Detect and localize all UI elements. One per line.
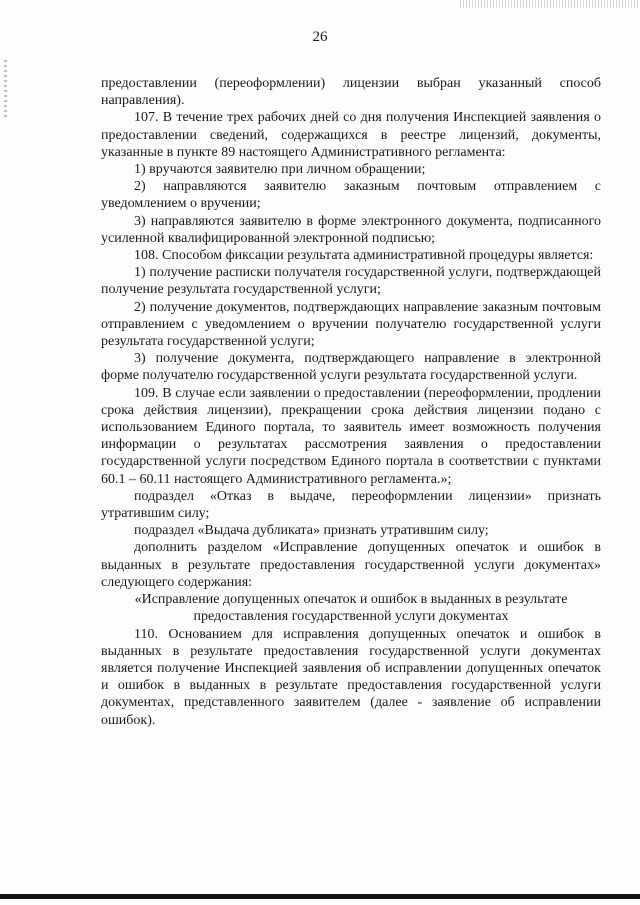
paragraph-109: 109. В случае если заявлении о предоставлении (переоформлении, продлении срока действия лицензии), прекращении срока действия лицензии подано с использованием Единого портала, то заявитель имеет возможность получения информации о результатах рассмотрения заявления о предоставлении государственной услуги посредством Единого портала в соответствии с пунктами 60.1 – 60.11 настоящего Административного регламента.»; [101, 385, 601, 487]
scan-edge-mark [460, 0, 640, 8]
section-heading [101, 591, 601, 625]
paragraph: подраздел «Отказ в выдаче, переоформлении лицензии» признать утратившим силу; [101, 488, 601, 522]
list-item: 3) направляются заявителю в форме электронного документа, подписанного усиленной квалифицированной электронной подписью; [101, 213, 601, 246]
list-item: 1) вручаются заявителю при личном обращении; [134, 162, 426, 178]
list-item: 2) направляются заявителю заказным почтовым отправлением с уведомлением о вручении; [101, 179, 601, 212]
list-item: 2) получение документов, подтверждающих направление заказным почтовым отправлением с уведомлением о вручении получателю государственной услуги результата государственной услуги; [101, 299, 601, 350]
paragraph: подраздел «Выдача дубликата» признать утратившим силу; [134, 523, 489, 539]
paragraph: дополнить разделом «Исправление допущенных опечаток и ошибок в выданных в результате предоставления государственной услуги документах» следующего содержания: [101, 540, 601, 590]
list-item: 1) получение расписки получателя государственной услуги, подтверждающей получение результата государственной услуги; [101, 265, 601, 298]
paragraph-108: 108. Способом фиксации результата административной процедуры является: [134, 248, 594, 264]
paragraph-107: 107. В течение трех рабочих дней со дня получения Инспекцией заявления о предоставлении сведений, содержащихся в реестре лицензий, документы, указанные в пункте 89 настоящего Административного регламента: [101, 110, 601, 160]
scan-bottom-edge [0, 894, 640, 899]
section-heading-line: предоставления государственной услуги документах [193, 609, 509, 625]
paragraph-110: 110. Основанием для исправления допущенных опечаток и ошибок в выданных в результате предоставления государственной услуги документах является получение Инспекцией заявления об исправлении допущенных опечаток и ошибок в выданных в результате предоставления государственной услуги документах, представленного заявителем (далее - заявление об исправлении ошибок). [101, 626, 601, 728]
page-number: 26 [312, 29, 328, 45]
document-body [101, 75, 601, 729]
list-item: 3) получение документа, подтверждающего направление в электронной форме получателю государственной услуги результата государственной услуги. [101, 351, 601, 384]
scan-edge-mark [4, 60, 7, 120]
section-heading-line: «Исправление допущенных опечаток и ошибок в выданных в результате [134, 592, 568, 608]
paragraph: предоставлении (переоформлении) лицензии выбран указанный способ направления). [101, 76, 601, 109]
